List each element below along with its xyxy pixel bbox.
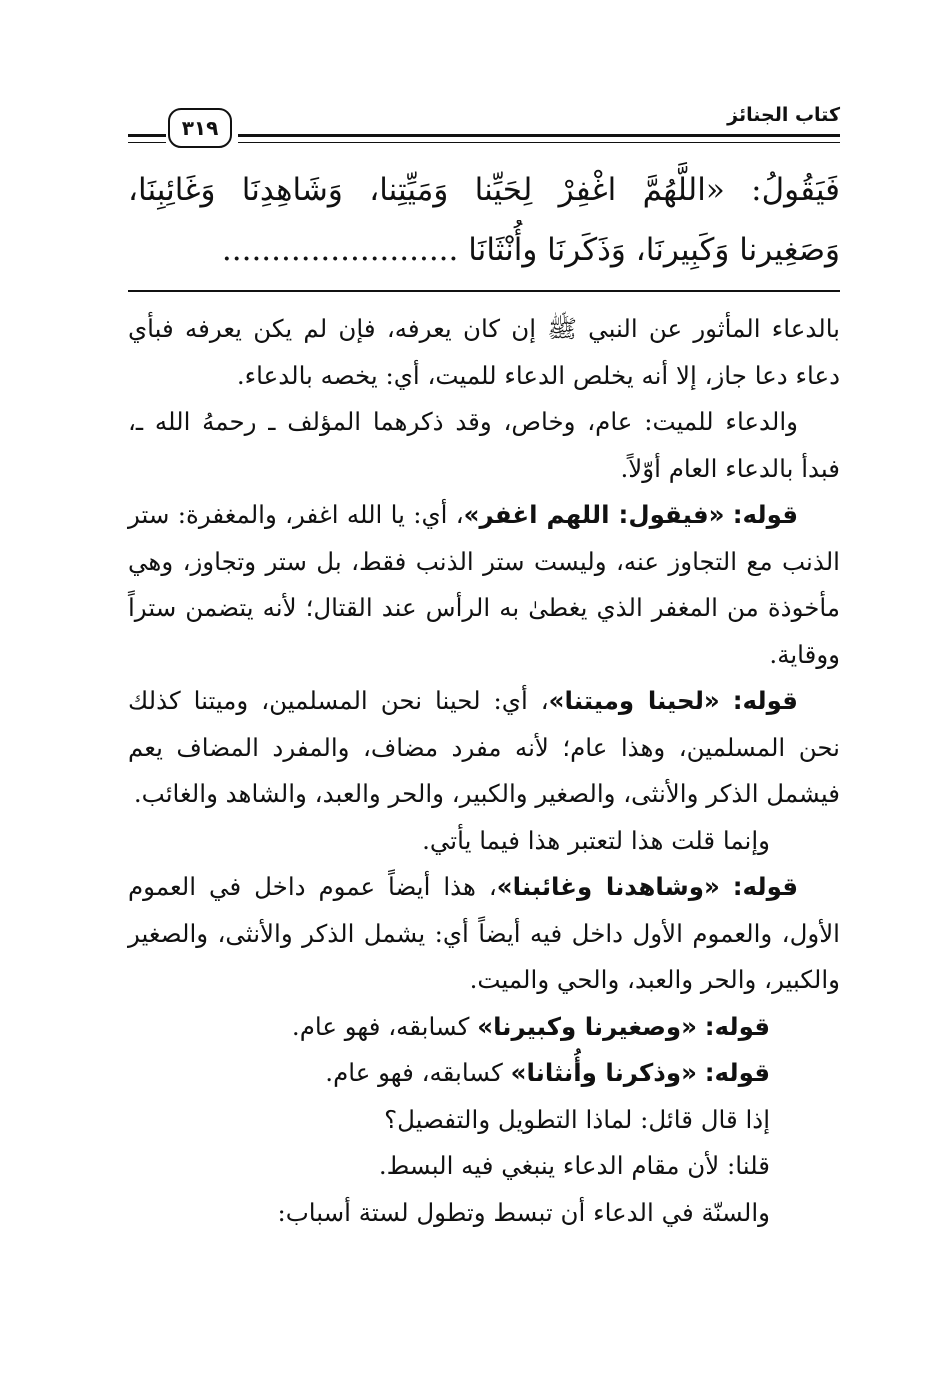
header-rule-left	[128, 134, 166, 143]
paragraph-5: وإنما قلت هذا لتعتبر هذا فيما يأتي.	[422, 825, 770, 855]
book-title: كتاب الجنائز	[727, 104, 840, 126]
paragraph-1: بالدعاء المأثور عن النبي ﷺ إن كان يعرفه، فإن لم يكن يعرفه فبأي دعاء دعا جاز، إلا أنه يخلص الدعاء للميت، أي: يخصه بالدعاء.	[128, 314, 840, 390]
paragraph-6	[128, 864, 840, 1004]
paragraph-text: ، أي: يا الله اغفر، والمغفرة: ستر الذنب مع التجاوز عنه، وليست ستر الذنب فقط، بل ستر وتجاوز، وهي مأخوذة من المغفر الذي يغطىٰ به الرأس عند القتال؛ لأنه يتضمن ستراً ووقاية.	[128, 500, 840, 669]
page-number-badge	[168, 108, 232, 148]
page-number: ٣١٩	[181, 116, 219, 140]
paragraph-8	[128, 1050, 840, 1097]
paragraph-10: قلنا: لأن مقام الدعاء ينبغي فيه البسط.	[378, 1151, 770, 1180]
paragraph-7	[128, 1004, 840, 1051]
matn-commentary-divider	[128, 290, 840, 292]
lemma-label: قوله:	[732, 686, 798, 715]
lemma-quote: «وذكرنا وأُنثانا»	[510, 1058, 697, 1087]
paragraph-2: والدعاء للميت: عام، وخاص، وقد ذكرهما المؤلف ـ رحمهُ الله ـ، فبدأ بالدعاء العام أوّلاً.	[128, 407, 840, 483]
commentary-body	[128, 306, 840, 1236]
paragraph-text: ، أي: لحينا نحن المسلمين، وميتنا كذلك نحن المسلمين، وهذا عام؛ لأنه مفرد مضاف، والمفرد المضاف يعم فيشمل الذكر والأنثى، والصغير والكبير، والحر والعبد، والشاهد والغائب.	[128, 686, 840, 808]
matn-line-1: فَيَقُولُ: «اللَّهُمَّ اغْفِرْ لِحَيِّنا وَمَيِّتِنا، وَشَاهِدِنَا وَغَائِبِنَا،	[128, 172, 840, 208]
lemma-label: قوله:	[732, 872, 799, 901]
paragraph-3	[128, 492, 840, 678]
paragraph-text: كسابقه، فهو عام.	[291, 1011, 470, 1041]
lemma-label: قوله:	[732, 500, 798, 529]
paragraph-text: ، هذا أيضاً عموم داخل في العموم الأول، والعموم الأول داخل فيه أيضاً أي: يشمل الذكر والأنثى، والصغير والكبير، والحر والعبد، والحي والميت.	[128, 872, 840, 994]
paragraph-9: إذا قال قائل: لماذا التطويل والتفصيل؟	[384, 1104, 770, 1134]
matn-text	[128, 160, 840, 280]
lemma-label: قوله:	[704, 1011, 770, 1041]
paragraph-11: والسنّة في الدعاء أن تبسط وتطول لستة أسباب:	[277, 1197, 770, 1227]
paragraph-4	[128, 678, 840, 818]
lemma-quote: «فيقول: اللهم اغفر»	[463, 500, 725, 529]
lemma-quote: «وشاهدنا وغائبنا»	[496, 872, 720, 901]
matn-line-2: وَصَغِيرنا وَكَبِيرنَا، وَذَكَرنَا وأُنْثَانَا ........................	[221, 232, 840, 268]
lemma-label: قوله:	[704, 1058, 770, 1087]
paragraph-text: كسابقه، فهو عام.	[325, 1058, 503, 1087]
running-header	[128, 100, 840, 156]
header-rule-right	[238, 134, 840, 143]
lemma-quote: «وصغيرنا وكبيرنا»	[477, 1011, 697, 1041]
lemma-quote: «لحينا وميتنا»	[548, 686, 720, 715]
